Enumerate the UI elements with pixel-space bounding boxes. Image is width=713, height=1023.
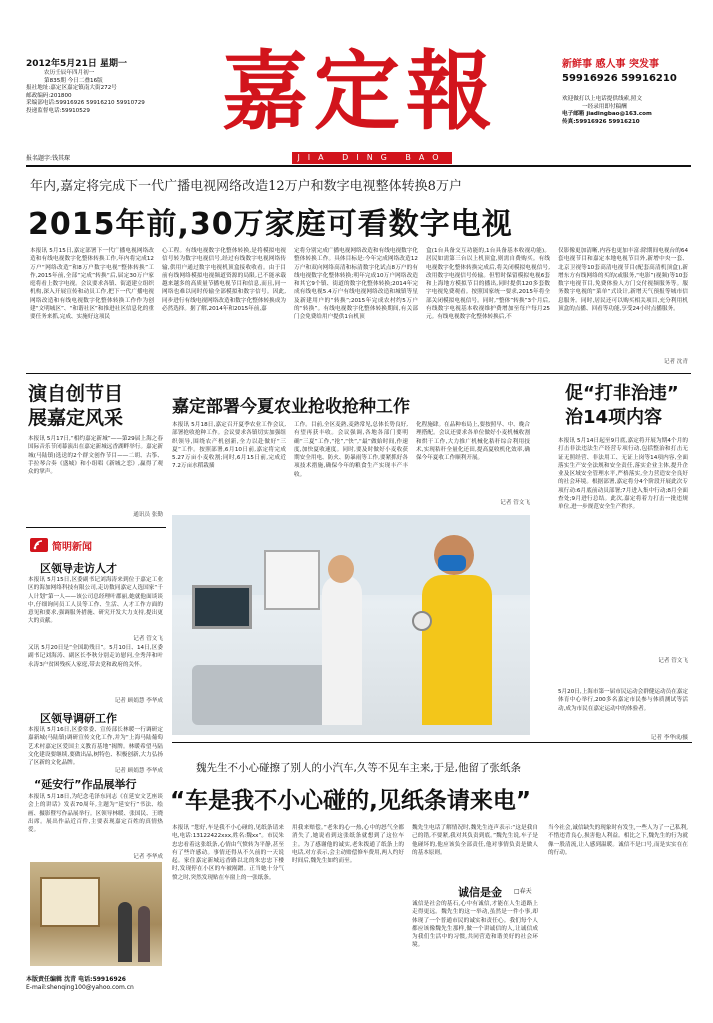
lead-col-5: 仅影像更加清晰,内容也更加丰富:除期间电视台的64套电视节目和嘉定本地电视节目外,新增中央一套、北京卫视等10套高清电视节目(配套高清机顶盒),新增东方有线网络的买的(或服务,“电影”(视频)等10套数字电视节目,免费体验人方门交付视频服务等。服务数字电视的“菜单”式设计,新增天气预报等城市信息服务。同时,居民还可以购买相关项目,充分利用机顶盒的点播、回看等功能,享受24小时点播服务。 bbox=[558, 248, 688, 313]
brief-item3-body: 本报讯 5月18日,为纪念毛泽东同志《在延安文艺座谈会上的讲话》发表70周年,主题为“延安行”书法、绘画、摄影暨写作品展举行。区领导林暖、张国民、王晓出席。展出作品近百件,主要表现嘉定百姓的真情热爱。 bbox=[28, 794, 163, 834]
address: 报社地址:嘉定区嘉定镇南大街272号 bbox=[26, 85, 117, 91]
footer-editor: 本版责任编辑 沈青 电话:59916926 bbox=[26, 976, 126, 983]
brief-item3-byline: 记者 李华成 bbox=[133, 854, 163, 860]
brief-news-header bbox=[28, 538, 163, 552]
news-icon bbox=[30, 538, 48, 552]
lead-col-1: 本报讯 5月15日,嘉定部署下一代广播电视网络改造和有线电视数字化整体转换工作,年内将完成12万户“网络改造”和8万户数字电视“整体转换”工作,2015年前,全部“完成”转换“后,届定30万户家庭将看上数字电视。会议要求各镇、街道建立组织机构,深入开展宣传和动员工作,把下一代广播电视网络改造和有线电视数字化整体转换工作作为创建“文明城区”、“和谐社区”和推进社区信息化的重要任务来抓,完成、实施好这项民 bbox=[30, 248, 154, 321]
masthead-right bbox=[562, 58, 702, 126]
logo-pinyin: JIA DING BAO bbox=[292, 152, 452, 164]
agri-col-3: 化程施肆。在品种布局上,要按照早、中、晚合理搭配。会议还要求各单位做好小麦机械收割和烘干工作,大力推广机械化秸秆综合利用技术,实现秸秆全量化还田,提高夏收机化效率,确保今年夏收工作顺利开展。 bbox=[416, 422, 530, 462]
monitor bbox=[192, 585, 252, 629]
email: 电子邮箱 jiadingbao@163.com bbox=[562, 111, 652, 118]
lead-byline: 记者 沈青 bbox=[663, 359, 688, 365]
photo-caption: 5月20日,上海市第一届市民运动会群健运动员在嘉定体育中心举行,200多名嘉定市民参与体质测试等活动,成为市民在嘉定运动中的体验者。 bbox=[558, 689, 688, 712]
brief-item2-body: 本报讯 5月16日,区委常委、宣传部长林暖一行调研定嘉新城(马陆镇)调研宣传文化工作,并为“上海马陆葡萄艺术村嘉定区爱国主义教育基地”揭牌。林暖希望马陆文化建设要继续,要做出品,树特色、积极创新,大力弘扬了区新的文化品牌。 bbox=[28, 727, 163, 767]
left-story-byline: 通讯员 张勤 bbox=[133, 512, 163, 518]
welcome-text: 欢迎做打以上电话提供线索,照文 bbox=[562, 96, 643, 102]
logo-text: 嘉定報 bbox=[222, 41, 498, 142]
doctor-coat bbox=[322, 575, 362, 725]
lead-headline: 2015年前,30万家庭可看数字电视 bbox=[28, 207, 513, 242]
oxygen-mask bbox=[438, 555, 466, 571]
fax: 传真:59916926 59916210 bbox=[562, 118, 640, 125]
lead-col-3: 定将分别完成广播电视网络改造和有线电视数字化整体转换工作。具体目标是:今年完成网络改造12万户和双向网络高清和标清数字化试点8万户的有线电视数字化整体转换;明年完成10万户网络改造和其它9个镇、街道的数字化整体转换;2014年完成有线电视5.4万户有线电视网络改造和城镇等星及新建用户的“转换”;2015年完成农村约5万户的“转换”。有线电视数字化整体转换期间,有关部门会免费给用户提供1台机顶 bbox=[294, 248, 418, 321]
brief-item1-byline: 记者 管文飞 bbox=[133, 636, 163, 642]
postcode: 邮政编码:201800 bbox=[26, 92, 72, 99]
divider bbox=[172, 742, 692, 743]
right-story-body: 本报讯 5月14日起至9月底,嘉定将开展为期4个月的打击非法违法生产经营专项行动,包括整治和打击无证无照经营、非法用工、无证上岗等14项内容,全面落实生产安全法规和安全责任,落实企业主体,提升企业及区域安全管理水平,严格落实,全力营造安全良好的社会环境。根据部署,嘉定将分4个阶段开展此次专项行动:6月底前动员部署;7月进入集中行动;8月全面查处;9月进行总结。此次,嘉定将着力打击一批违规单位,进一步规范安全生产秩序。 bbox=[558, 438, 688, 511]
bottom-col-1: 本报讯 “您好,车是我不小心碰的,见纸条请来电,电话:13122422xxx,姓名:魏xx”。市民朱忠忠看着这张纸条,心情由气愤转为平静,甚至有了些许感动。事情还得从不久前的一天说起。家住嘉定新城远香路以北的朱忠忠下楼时,发现停在小区的车被剐蹭。正当她十分气愤之时,突然发现贴在车窗上的一张纸条。 bbox=[172, 825, 284, 881]
lead-subhead: 年内,嘉定将完成下一代广播电视网络改造12万户和数字电视整体转换8万户 bbox=[30, 179, 462, 194]
agri-byline: 记者 管文飞 bbox=[500, 500, 530, 506]
brief-item2-title: 区领导调研工作 bbox=[40, 712, 117, 725]
exhibition-photo bbox=[30, 862, 162, 966]
left-story-title: 演自创节目 展嘉定风采 bbox=[28, 383, 124, 429]
brief-item1-body2: 又讯 5月20日是“全国助残日”。5月10日、14日,区委副书记刘海涛、副区长李秋分别走访慰问,全秀萍和叶永涛3户贫困残疾人家庭,带去党和政府的关怀。 bbox=[28, 645, 163, 668]
commentary-body: 诚信是社会的基石,心中有诚信,才能在人生道路上走得更远。魏先生的这一举动,虽然是一件小事,却体现了一个普通市民的诚实和责任心。我们每个人都应该像魏先生那样,做一个讲诚信的人,让诚信成为我们生活中的习惯,共同营造和谐美好的社会环境。 bbox=[412, 901, 538, 949]
commentary-body-2: 当今社会,诚信缺失的现象时有发生,一些人为了一己私利,不惜违背良心,损害他人利益。相比之下,魏先生的行为就像一股清流,让人感到温暖。诚信不是口号,而是实实在在的行动。 bbox=[548, 825, 688, 856]
section-rule bbox=[26, 373, 691, 374]
doctor-head bbox=[328, 555, 354, 583]
runner-shirt bbox=[422, 575, 492, 725]
brief-item1-title: 区领导走访人才 bbox=[40, 562, 117, 575]
person bbox=[138, 906, 150, 962]
brief-item2-byline: 记者 顾娟慧 李华成 bbox=[114, 768, 163, 774]
brief-news-label: 简明新闻 bbox=[52, 542, 92, 553]
photo-caption-byline: 记者 李华成/摄 bbox=[650, 735, 688, 741]
footer-email: E-mail:shenqing100@yahoo.com.cn bbox=[26, 984, 134, 992]
brief-item1-body: 本报讯 5月15日,区委副书记刘海涛来到位于嘉定工业区的海加网络科技有限公司,走访数同嘉定人选国家“千人计划”第一人——该公司总经理叶郡丽,她就他面谈谈中,仔细询问员工人员等工作、生活、人才工作方面的意见和要求,强调服务措施、研究开发大力支持,提出更大的贡献。 bbox=[28, 577, 163, 625]
bottom-headline: “车是我不小心碰的,见纸条请来电” bbox=[170, 788, 531, 814]
calligrapher: 报名题字:钱其琛 bbox=[26, 155, 71, 162]
person bbox=[118, 902, 132, 962]
slogan: 新鲜事 感人事 突发事 bbox=[562, 59, 659, 70]
agri-title: 嘉定部署今夏农业抢收抢种工作 bbox=[172, 397, 410, 417]
left-story-body: 本报讯 5月17日,“相约嘉定新城”——第29届上海之春国际音乐节闭幕演出在嘉定新城远香湖畔举行。嘉定新城(马陆镇)选送的2个群文创作节目——二胡、古筝、手拉琴合奏《盛城》和小组唱《新城之恋》,赢得了观众的掌声。 bbox=[28, 436, 163, 476]
masthead-left bbox=[26, 58, 196, 115]
lead-col-4: 盒(1台具备交互功能的,1台具备基本收视功能)。居民如需第三台以上机顶盒,则需自费购买。有线电视数字化整体转换完成后,将关闭模拟电视信号,改用数字电视信号传输。但暂时保留模拟电视6套和上海地方模拟节目的播出,同时提供120多套数字电视免费观看。按照国家统一要求,2015年将全部关闭模拟电视信号。同时,“整体”转换”3个月后,有线数字电视基本收视维护费增加至每户每月25元。有线电视数字化整体转换后,不 bbox=[426, 248, 550, 321]
commentary-author: □春天 bbox=[514, 888, 532, 895]
lunar-date: 农历壬辰年四月初一 bbox=[44, 70, 95, 76]
artwork bbox=[40, 877, 100, 927]
newspaper-logo bbox=[200, 41, 520, 162]
right-story-byline: 记者 管文飞 bbox=[658, 658, 688, 664]
masthead-rule bbox=[26, 165, 691, 167]
right-story-title: 促“打非治违” 治14项内容 bbox=[565, 383, 679, 428]
fitness-test-photo bbox=[172, 515, 530, 735]
issue-date: 2012年5月21日 星期一 bbox=[26, 59, 127, 69]
agri-col-1: 本报讯 5月18日,嘉定召开夏季农业工作会议,部署抢收抢种工作。会议要求各镇切实加强组织领导,围绕农产机创新,全力以赴做好“三夏”工作。按照部署,6月10日前,嘉定将完成5.27万亩小麦收割;同时,6月15日前,完成近7.2万亩水稻栽插 bbox=[172, 422, 286, 470]
issue-number: 第835期 今日二叠16版 bbox=[44, 77, 103, 84]
handrail bbox=[412, 611, 432, 631]
lead-col-2: 心工程。有线电视数字化整体转换,是将模拟电视信号转为数字电视信号,经过有线数字电视网络传输,供用户通过数字电视机顶盒接收收看。由于目前有线网络模拟电视频道资源的局限,已不能承载越来越多的高质量节播电视节目和信息,而且,同一网络也难以同时传输全部模拟和数字信号。因此,同步进行有线电视网络改造和数字化整体转换成为必然选择。据了解,2014年和2015年前,嘉 bbox=[162, 248, 286, 313]
commentary-title: 诚信是金 bbox=[458, 886, 502, 899]
footer bbox=[26, 976, 166, 992]
reward-text: 一经录用即付稿酬 bbox=[582, 103, 627, 110]
brief-item1-byline2: 记者 顾娟慧 李华成 bbox=[114, 698, 163, 704]
bottom-col-3: 魏先生电话了解情况时,魏先生连声表示:“这是我自己的错,不要紧,我对其负责到底。”魏先生说,车子是他碰坏的,他应该负全部责任,他对事情负责是做人的基本原则。 bbox=[412, 825, 538, 856]
delivery-phone: 投递监督电话:59910529 bbox=[26, 107, 90, 114]
equipment-panel bbox=[264, 550, 320, 610]
bottom-subhead: 魏先生不小心碰擦了别人的小汽车,久等不见车主来,于是,他留了张纸条 bbox=[196, 762, 522, 774]
brief-item3-title: “延安行”作品展举行 bbox=[34, 778, 137, 791]
bottom-col-2: 用我来赔偿。”老朱的心一热,心中的怒气全都消失了,她说看到这张纸条就想到了这位车主。为了感谢他的诚实,老朱拨通了纸条上的电话,对方表示,会主动赔偿修车费用,两人约好时间后,魏先生如约而至。 bbox=[292, 825, 404, 865]
agri-col-2: 工作。目前,全区麦熟,麦熟常见,总体长势良好,有望再获丰收。会议强调,各地各部门要明确“三夏”工作,“抢”,“快”,“最”做始时间,作速度,加快夏收速度。同时,要及时做好小麦收获期安全用电、防火、防暴雨等工作,要紧抓好各项技术措施,确保今年的粮食生产实现丰产丰收。 bbox=[294, 422, 408, 478]
editorial-phone: 采编部电话:59916926 59916210 59910729 bbox=[26, 100, 145, 106]
divider bbox=[26, 527, 166, 528]
hotline: 59916926 59916210 bbox=[562, 73, 677, 84]
